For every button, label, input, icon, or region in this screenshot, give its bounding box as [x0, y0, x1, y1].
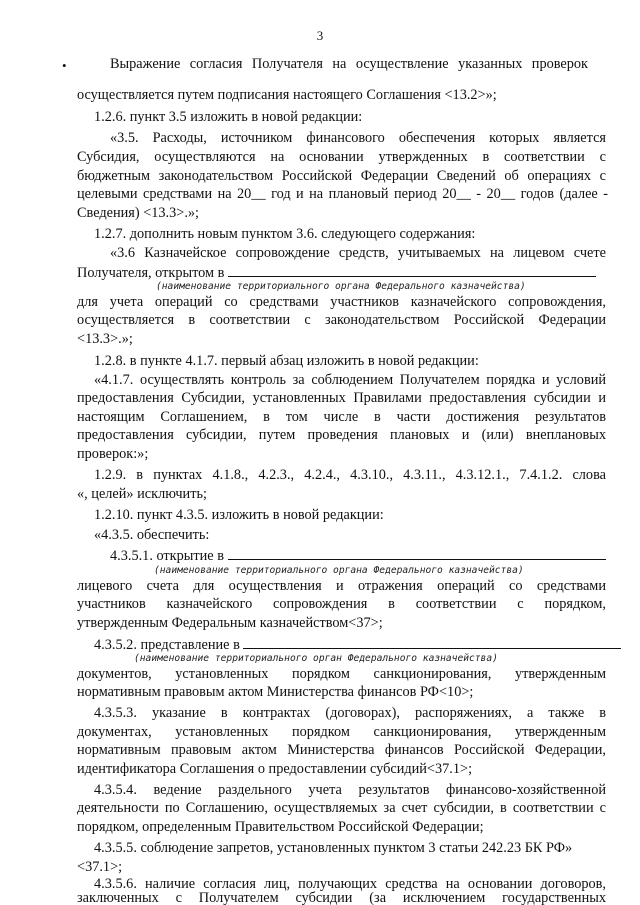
text-line: для учета операций со средствами участников казначейского сопровождения,	[77, 294, 606, 310]
field-caption: (наименование территориального органа Федерального казначейства)	[154, 565, 524, 576]
text-fragment: 4.3.5.1. открытие в	[110, 548, 224, 564]
text-line: 1.2.8. в пункте 4.1.7. первый абзац изложить в новой редакции:	[94, 353, 479, 369]
page-number: 3	[316, 28, 324, 43]
text-line: 4.3.5.5. соблюдение запретов, установленных пунктом 3 статьи 242.23 БК РФ»	[94, 840, 573, 856]
text-line: документах, установленных порядком санкционирования, утвержденным	[77, 724, 606, 740]
text-line	[77, 264, 596, 282]
text-line: 1.2.7. дополнить новым пунктом 3.6. следующего содержания:	[94, 226, 476, 242]
text-line: «3.5. Расходы, источником финансового обеспечения которых является	[110, 130, 606, 146]
text-line	[110, 547, 606, 565]
text-line: <37.1>;	[77, 859, 123, 875]
text-line: 1.2.10. пункт 4.3.5. изложить в новой редакции:	[94, 507, 384, 523]
bullet-mark: •	[62, 58, 67, 73]
text-line: Субсидия, осуществляются на основании утвержденных в соответствии с	[77, 149, 606, 165]
text-line: утвержденным Федеральным казначейством<37>;	[77, 615, 383, 631]
text-line: проверок:»;	[77, 446, 149, 462]
blank-field-line	[243, 636, 621, 649]
field-caption: (наименование территориального органа Федерального казначейства)	[156, 281, 526, 292]
text-fragment: 4.3.5.2. представление в	[94, 637, 240, 653]
text-line: осуществляется путем подписания настоящего Соглашения <13.2>»;	[77, 87, 497, 103]
text-line: Сведения) <13.3>.»;	[77, 205, 200, 221]
text-line: «3.6 Казначейское сопровождение средств, учитываемых на лицевом счете	[110, 245, 606, 261]
text-line: 4.3.5.3. указание в контрактах (договорах), распоряжениях, а также в	[94, 705, 606, 721]
text-line: 4.3.5.6. наличие согласия лиц, получающих средства на основании договоров,	[94, 876, 606, 892]
text-line: «, целей» исключить;	[77, 486, 207, 502]
text-line: 4.3.5.4. ведение раздельного учета результатов финансово-хозяйственной	[94, 782, 606, 798]
text-line: предоставления субсидии, путем проведения плановых и (или) внеплановых	[77, 427, 606, 443]
text-line: <13.3>.»;	[77, 331, 133, 347]
text-line	[94, 636, 621, 654]
text-line: осуществляется в соответствии с законодательством Российской Федерации	[77, 312, 606, 328]
text-line: идентификатора Соглашения о предоставлении субсидий<37.1>;	[77, 761, 473, 777]
blank-field-line	[228, 547, 606, 560]
text-line: участников казначейского сопровождения в соответствии с порядком,	[77, 596, 606, 612]
text-line: настоящим Соглашением, в том числе в части достижения результатов	[77, 409, 606, 425]
text-line: 1.2.6. пункт 3.5 изложить в новой редакции:	[94, 109, 363, 125]
text-line: предоставления Субсидии, установленных Правилами предоставления субсидии и	[77, 390, 606, 406]
text-line: Выражение согласия Получателя на осуществление указанных проверок	[110, 56, 588, 72]
text-line: документов, установленных порядком санкционирования, утвержденным	[77, 666, 606, 682]
field-caption: (наименование территориального орган Федерального казначейства)	[134, 653, 498, 664]
text-line: деятельности по Соглашению, осуществляемых за счет субсидии, в соответствии с	[77, 800, 606, 816]
text-line: нормативным правовым актом Министерства финансов РФ<10>;	[77, 684, 474, 700]
text-line: заключенных с Получателем субсидии (за исключением государственных	[77, 891, 606, 905]
text-fragment: Получателя, открытом в	[77, 265, 225, 281]
text-line: порядком, определенным Правительством Российской Федерации;	[77, 819, 484, 835]
text-line: бюджетным законодательством Российской Федерации Сведений об операциях с	[77, 168, 606, 184]
text-line: лицевого счета для осуществления и отражения операций со средствами	[77, 578, 606, 594]
blank-field-line	[228, 264, 596, 277]
text-line: 1.2.9. в пунктах 4.1.8., 4.2.3., 4.2.4., 4.3.10., 4.3.11., 4.3.12.1., 7.4.1.2. слова	[94, 467, 606, 483]
text-line: целевыми средствами на 20__ год и на плановый период 20__ - 20__ годов (далее -	[77, 186, 608, 202]
text-line: нормативным правовым актом Министерства финансов Российской Федерации,	[77, 742, 606, 758]
text-line: «4.1.7. осуществлять контроль за соблюдением Получателем порядка и условий	[94, 372, 606, 388]
text-line: «4.3.5. обеспечить:	[94, 527, 210, 543]
